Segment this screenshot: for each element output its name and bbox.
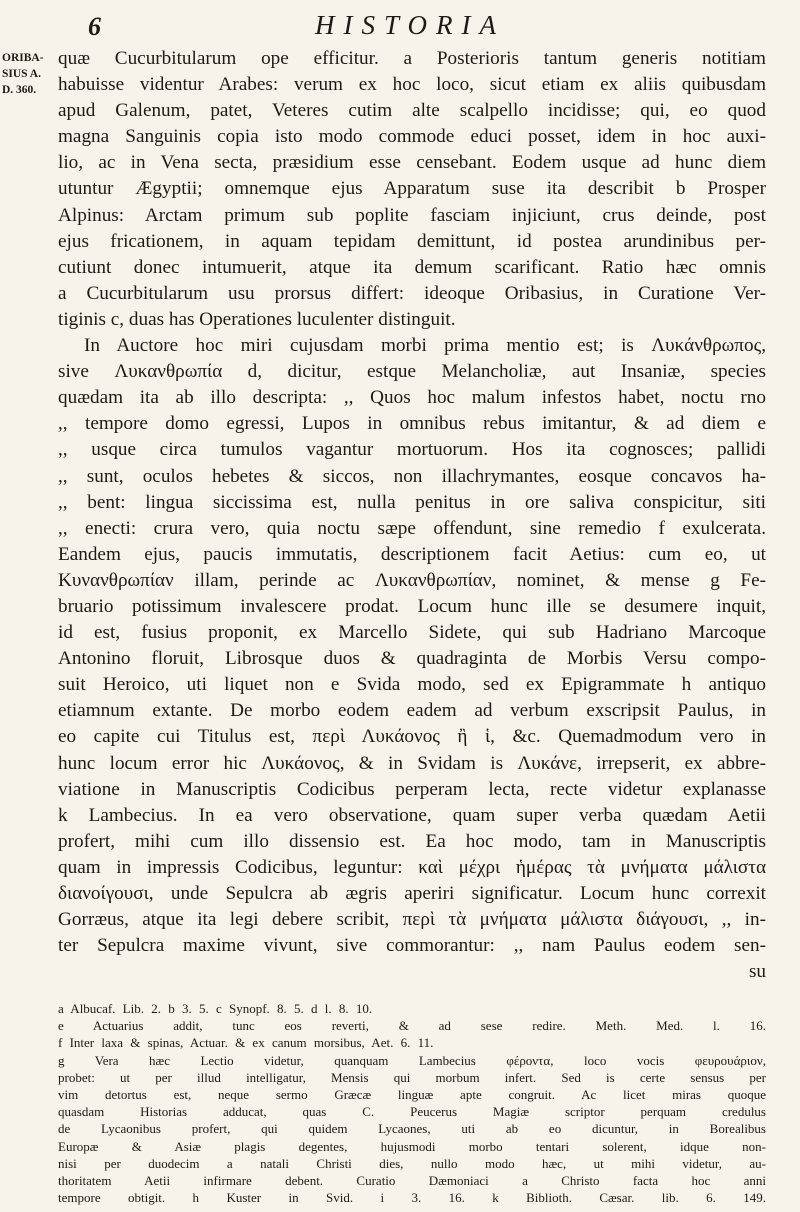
text-line: διανοίγουσι, unde Sepulcra ab ægris aperiri significatur. Locum hunc correxit [58, 883, 766, 904]
footnote-line: g Vera hæc Lectio videtur, quanquam Lambecius φέροντα, loco vocis φευρουάριον, [58, 1052, 766, 1068]
text-line: sive Λυκανθρωπία d, dicitur, estque Melancholiæ, aut Insaniæ, species [58, 361, 766, 383]
footnote-line: Europæ & Asiæ plagis degentes, hujusmodi morbo tentari solerent, idque non- [58, 1138, 766, 1154]
text-line: viatione in Manuscriptis Codicibus perperam lecta, recte videtur explanasse [58, 778, 766, 800]
text-line: In Auctore hoc miri cujusdam morbi prima mentio est; is Λυκάνθρωπος, [84, 335, 766, 357]
margin-note-line: D. 360. [2, 84, 37, 96]
footnote-line: vim detortus est, neque sermo Græcæ linguæ apte congruit. Ac licet miras quoque [58, 1086, 766, 1102]
text-line: ,, sunt, oculos hebetes & siccos, non illachrymantes, eosque concavos ha- [58, 465, 766, 487]
text-line: ,, tempore domo egressi, Lupos in omnibus rebus imitantur, & ad diem e [58, 413, 766, 435]
text-line: id est, fusius proponit, ex Marcello Sidete, qui sub Hadriano Marcoque [58, 622, 766, 644]
text-line: cutiunt donec intumuerit, atque ita demum scarificant. Ratio hæc omnis [58, 256, 766, 278]
footnote-line: probet: ut per illud intelligatur, Mensis qui morbum infert. Sed is certe sensus per [58, 1069, 766, 1085]
text-line: Alpinus: Arctam primum sub poplite fasciam injiciunt, crus deinde, post [58, 204, 766, 226]
text-line: ,, bent: lingua siccissima est, nulla penitus in ore saliva conspicitur, siti [58, 491, 766, 513]
text-line: Gorræus, atque ita legi debere scribit, περὶ τὰ μνήματα μάλιστα διάγουσι, ,, in- [58, 909, 766, 931]
text-line: quæ Cucurbitularum ope efficitur. a Posterioris tantum generis notitiam [58, 48, 766, 69]
footnote-line: e Actuarius addit, tunc eos reverti, & ad sese redire. Meth. Med. l. 16. [58, 1018, 766, 1034]
text-line: habuisse videntur Arabes: verum ex hoc loco, sicut etiam ex aliis quibusdam [58, 74, 766, 96]
footnote-line: quasdam Historias adducat, quas C. Peucerus Magiæ scriptor perquam credulus [58, 1104, 766, 1120]
footnote-line: de Lycaonibus profert, qui quidem Lycaones, uti ab eo dicuntur, in Borealibus [58, 1121, 766, 1137]
text-line: Eandem ejus, paucis immutatis, descriptionem facit Aetius: cum eo, ut [58, 543, 766, 565]
page-header [60, 8, 760, 48]
text-line: eo capite cui Titulus est, περὶ Λυκάονος ἢ ἱ, &c. Quemadmodum vero in [58, 726, 766, 748]
page-number: 6 [88, 12, 101, 41]
footnote-line: tempore obtigit. h Kuster in Svid. i 3. 16. k Biblioth. Cæsar. lib. 6. 149. [58, 1190, 766, 1206]
footnote-line: thoritatem Aetii infirmare debent. Curatio Dæmoniaci a Christo facta hoc anni [58, 1172, 766, 1188]
footnote-line: f Inter laxa & spinas, Actuar. & ex canum morsibus, Aet. 6. 11. [58, 1035, 434, 1051]
text-line: ,, enecti: crura vero, quia noctu sæpe offendunt, sine remedio f exulcerata. [58, 517, 766, 539]
text-line: tiginis c, duas has Operationes luculenter distinguit. [58, 308, 456, 330]
running-title: HISTORIA [315, 10, 505, 40]
text-line: ,, usque circa tumulos vagantur mortuorum. Hos ita cognosces; pallidi [58, 439, 766, 461]
text-line: k Lambecius. In ea vero observatione, quam super verba quædam Aetii [58, 804, 766, 826]
text-line: suit Heroico, uti liquet non e Svida modo, sed ex Epigrammate h antiquo [58, 674, 766, 696]
text-line: apud Galenum, patet, Veteres cutim alte scalpello incidisse; qui, eo quod [58, 100, 766, 122]
footnotes [58, 1000, 766, 1206]
text-line: profert, mihi cum illo dissensio est. Ea hoc modo, tam in Manuscriptis [58, 830, 766, 852]
margin-note [2, 50, 46, 98]
catchword: su [748, 961, 766, 983]
text-line: ejus fricationem, in aquam tepidam demittunt, id postea arundinibus per- [58, 230, 766, 252]
main-text [58, 46, 766, 985]
margin-note-line: ORIBA- [2, 52, 44, 64]
text-line: quædam ita ab illo descripta: ,, Quos hoc malum infestos habet, noctu rno [58, 387, 766, 409]
footnote-line: a Albucaf. Lib. 2. b 3. 5. c Synopf. 8. 5. d l. 8. 10. [58, 1001, 373, 1016]
text-line: utuntur Ægyptii; omnemque ejus Apparatum suse ita describit b Prosper [58, 178, 766, 200]
text-line: hunc locum error hic Λυκάονος, & in Svidam is Λυκάνε, irrepserit, ex abbre- [58, 752, 766, 774]
footnote-line: nisi per duodecim a natali Christi dies, nullo modo hæc, ut mihi videtur, au- [58, 1155, 766, 1171]
text-line: Κυνανθρωπίαν illam, perinde ac Λυκανθρωπίαν, nominet, & mense g Fe- [58, 569, 766, 591]
text-line: Antonino floruit, Librosque duos & quadraginta de Morbis Versu compo- [58, 648, 766, 670]
text-line: lio, ac in Vena secta, præsidium esse censebant. Eodem usque ad hunc diem [58, 152, 766, 174]
text-line: bruario potissimum invalescere prodat. Locum hunc ille se desumere inquit, [58, 595, 766, 617]
text-line: quam in impressis Codicibus, leguntur: καὶ μέχρι ἡμέρας τὰ μνήματα μάλιστα [58, 856, 766, 878]
text-line: ter Sepulcra maxime vivunt, sive commorantur: ,, nam Paulus eodem sen- [58, 935, 766, 957]
text-line: magna Sanguinis copia isto modo commode educi posset, idem in hoc auxi- [58, 126, 766, 148]
text-line: etiamnum extante. De morbo eodem eadem ad verbum exscripsit Paulus, in [58, 700, 766, 722]
text-line: a Cucurbitularum usu prorsus differt: ideoque Oribasius, in Curatione Ver- [58, 282, 766, 304]
margin-note-line: SIUS A. [2, 68, 41, 80]
